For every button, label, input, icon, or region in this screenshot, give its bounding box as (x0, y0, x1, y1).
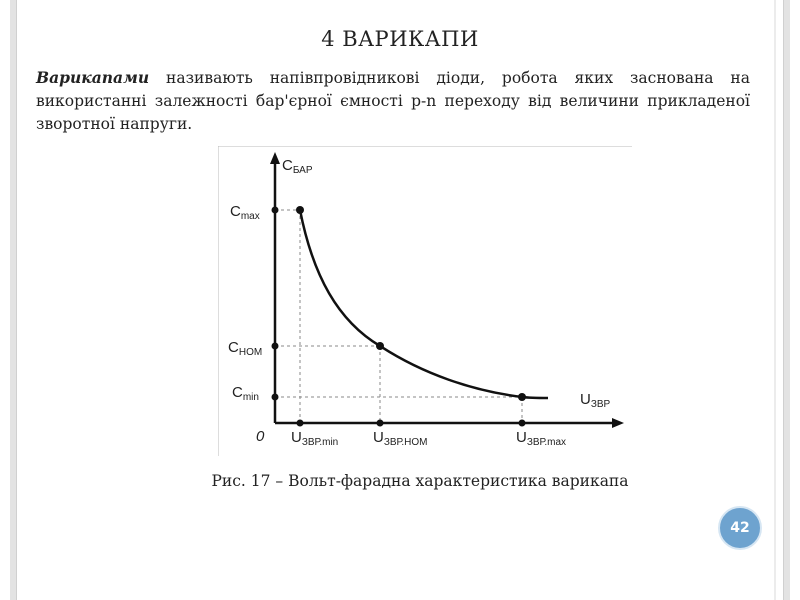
definition-text: називають напівпровідникові діоди, робота яких заснована на використанні залежності бар'єрної ємності p-n переходу від величини прикладеної зворотної напруги. (36, 69, 750, 133)
y-axis-label: $C_{БАР}$ (282, 157, 313, 176)
definition-paragraph (36, 66, 750, 136)
x-axis-label: $U_{ЗВР}$ (580, 391, 611, 410)
cmin-label: $C_{min}$ (232, 384, 259, 403)
x-tick-unom (377, 420, 384, 427)
curve-point-max (296, 206, 304, 214)
curve-point-min (518, 393, 526, 401)
cmax-label: $C_{max}$ (230, 203, 260, 222)
cv-characteristic-diagram (218, 146, 632, 456)
y-tick-cmin (272, 394, 279, 401)
unom-label: $U_{ЗВР.НОМ}$ (373, 429, 428, 448)
y-tick-cnom (272, 343, 279, 350)
origin-label: 0 (256, 428, 265, 445)
x-tick-umax (519, 420, 526, 427)
cv-curve (300, 210, 548, 398)
slide-frame-right-inner (774, 0, 776, 600)
slide-frame-right (783, 0, 790, 600)
definition-term: Варикапами (36, 68, 150, 87)
page-number-badge: 42 (718, 506, 762, 550)
y-axis-arrow (270, 152, 280, 164)
slide-frame-left (10, 0, 17, 600)
curve-point-nom (376, 342, 384, 350)
y-tick-cmax (272, 207, 279, 214)
figure-caption: Рис. 17 – Вольт-фарадна характеристика варикапа (211, 472, 629, 490)
umax-label: $U_{ЗВР.max}$ (516, 429, 567, 448)
x-tick-umin (297, 420, 304, 427)
x-axis-arrow (612, 418, 624, 428)
slide-title: 4 ВАРИКАПИ (321, 27, 479, 51)
umin-label: $U_{ЗВР.min}$ (291, 429, 339, 448)
cnom-label: $C_{НОМ}$ (228, 339, 263, 358)
